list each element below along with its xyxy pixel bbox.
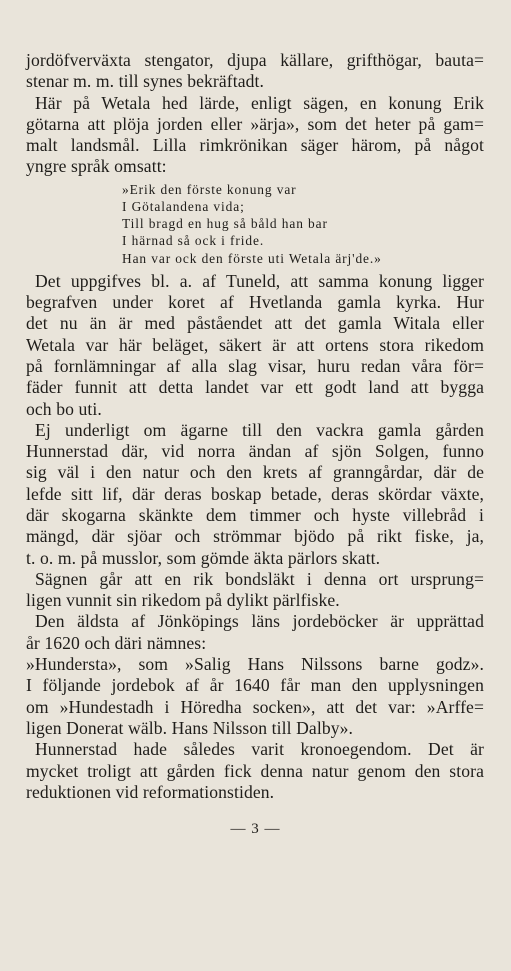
body-text (26, 50, 484, 803)
paragraph (26, 50, 484, 93)
text-line: stenar m. m. till synes bekräftadt. (26, 71, 265, 92)
text-line: götarna att plöja jorden eller »ärja», som det heter på gam= (26, 113, 484, 134)
text-line: år 1620 och däri nämnes: (26, 632, 207, 653)
verse-line: Till bragd en hug så båld han bar (122, 216, 328, 232)
verse-line: Han var ock den förste uti Wetala ärj'de.» (122, 250, 382, 266)
text-line: fäder funnit att detta landet var ett godt land att bygga (26, 377, 484, 398)
text-line: Hunnerstad där, vid norra ändan af sjön Solgen, funno (26, 441, 484, 462)
verse-quote (122, 181, 484, 267)
page-number: — 3 — (230, 821, 281, 837)
text-line: ligen vunnit sin rikedom på dylikt pärlfiske. (26, 590, 340, 611)
text-line: Sägnen går att en rik bondsläkt i denna ort ursprung= (35, 568, 484, 589)
paragraph (26, 271, 484, 420)
verse-line: »Erik den förste konung var (122, 181, 297, 197)
text-line: Här på Wetala hed lärde, enligt sägen, en konung Erik (35, 92, 484, 113)
text-line: begrafven under koret af Hvetlanda gamla kyrka. Hur (26, 292, 484, 313)
text-line: lefde sitt lif, där deras boskap betade, deras skördar växte, (26, 483, 484, 504)
text-line: på fornlämningar af alla slag visar, huru redan våra för= (26, 355, 484, 376)
verse-line: I härnad så ock i fride. (122, 233, 265, 249)
paragraph (26, 611, 484, 654)
text-line: I följande jordebok af år 1640 får man den upplysningen (26, 675, 484, 696)
verse-line: I Götalandena vida; (122, 198, 245, 214)
text-line: Den äldsta af Jönköpings läns jordeböcker är upprättad (35, 611, 484, 632)
paragraph (26, 569, 484, 612)
text-line: och bo uti. (26, 398, 102, 419)
text-line: mycket troligt att gården fick denna natur genom den stora (26, 760, 484, 781)
text-line: Wetala var här beläget, säkert är att ortens stora rikedom (26, 334, 484, 355)
text-line: reduktionen vid reformationstiden. (26, 781, 275, 802)
paragraph (26, 93, 484, 178)
text-line: jordöfverväxta stengator, djupa källare, grifthögar, bauta= (26, 50, 484, 70)
paragraph (26, 420, 484, 569)
text-line: det nu än är med påståendet att det gamla Witala eller (26, 313, 484, 334)
text-line: ligen Donerat wälb. Hans Nilsson till Dalby». (26, 717, 354, 738)
text-line: där skogarna skänkte dem timmer och hyste villebråd i (26, 504, 484, 525)
text-line: Hunnerstad hade således varit kronoegendom. Det är (35, 739, 484, 760)
text-line: mängd, där sjöar och strömmar bjödo på rikt fiske, ja, (26, 526, 484, 547)
text-line: »Hundersta», som »Salig Hans Nilssons barne godz». (26, 654, 484, 675)
text-line: yngre språk omsatt: (26, 156, 167, 177)
text-line: Det uppgifves bl. a. af Tuneld, att samma konung ligger (35, 270, 484, 291)
text-line: t. o. m. på musslor, som gömde äkta pärlors skatt. (26, 547, 381, 568)
text-line: Ej underligt om ägarne till den vackra gamla gården (35, 419, 484, 440)
paragraph (26, 654, 484, 739)
text-line: om »Hundestadh i Höredha socken», att det var: »Arffe= (26, 696, 484, 717)
text-line: malt landsmål. Lilla rimkrönikan säger härom, på något (26, 135, 484, 156)
paragraph (26, 739, 484, 803)
text-line: sig väl i den natur och den krets af granngårdar, där de (26, 462, 484, 483)
